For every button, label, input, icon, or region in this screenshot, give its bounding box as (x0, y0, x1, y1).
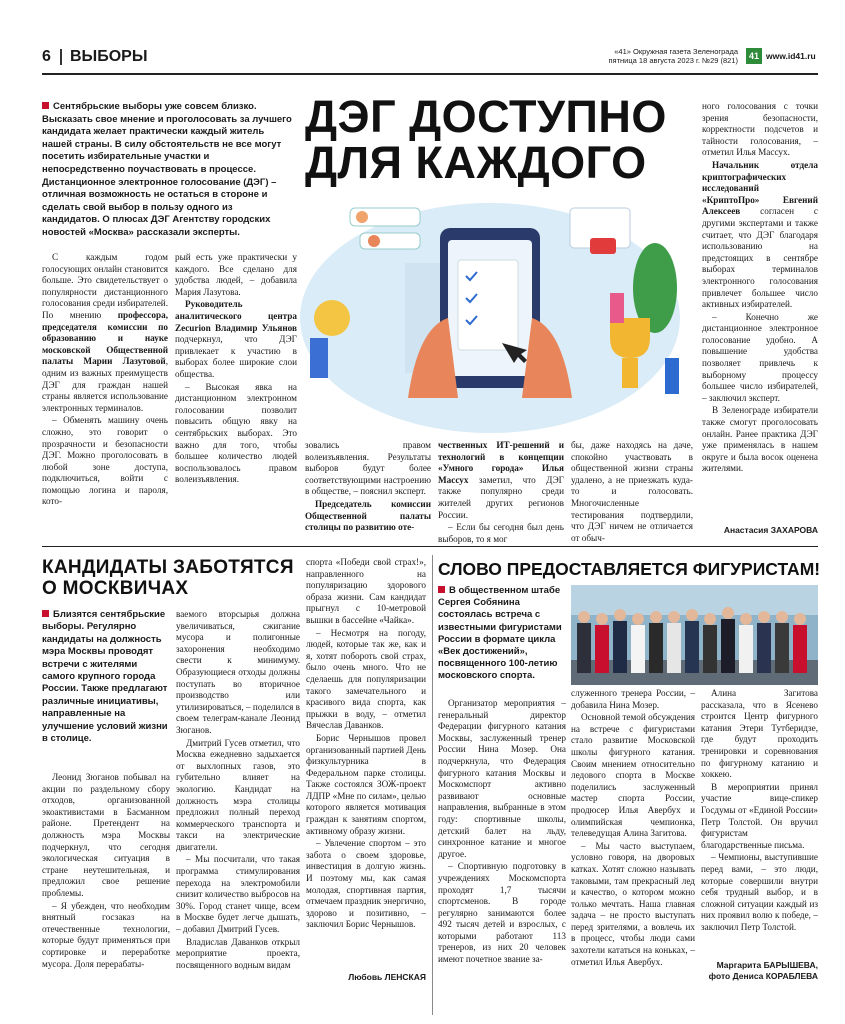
trophy-stem (622, 358, 638, 388)
article1-col3 (305, 440, 431, 538)
paragraph: Основной темой обсуждения на встрече с фигуристами стало развитие Московской школы фигурного катания. Своим мнением относительно ледового спорта в Москве поделились заслуженный мастер спорта России, продюсер Илья Авербух и олимпийская чемпионка, телеведущая Алина Загитова. (571, 712, 695, 839)
figure-skaters-photo (571, 585, 818, 685)
article1-col6 (702, 101, 818, 523)
site-url[interactable]: www.id41.ru (766, 51, 816, 61)
article3-col1 (438, 698, 566, 1012)
section-title: ВЫБОРЫ (70, 48, 148, 65)
paragraph: – Спортивную подготовку в учреждениях Москомспорта проходят 1,7 тысячи спортсменов. В городе регулярно занимаются более 492 тысяч детей и взрослых, с которыми работают 113 тренеров, из них 20 человек имеют почетное звание за- (438, 861, 566, 965)
paragraph: – Мы часто выступаем, условно говоря, на дворовых катках. Хотят сложно называть таковыми, там прекрасный лед и качество, о котором можно только мечтать. Наша главная задача – не просто выступать перед зрителями, а вовлечь их в процесс, чтобы люди сами захотели кататься на коньках, – отметил Илья Авербух. (571, 840, 695, 967)
article1-col2 (175, 252, 297, 538)
paragraph: С каждым годом голосующих онлайн становится больше. Это свидетельствует о популярности дистанционного голосования среди избирателей. По мнению профессора, председателя комиссии по образованию и науке московской Общественной палаты Марии Лазутовой, одним из важных преимуществ ДЭГ для граждан нашей страны является использование электронных терминалов. (42, 252, 168, 413)
article2-col3 (306, 557, 426, 967)
paragraph: Дмитрий Гусев отметил, что Москва ежедневно задыхается от выхлопных газов, это губительно влияет на экологию. Кандидат на должность мэра столицы предложил полный переход коммерческого транспорта и такси на электрические двигатели. (176, 737, 300, 852)
article2-col1 (42, 772, 170, 1012)
article2-title (42, 557, 294, 599)
paragraph: – Чемпионы, выступившие перед вами, – это люди, которые совершили внутри себя трудный выбор, и в сложной ситуации каждый из них проявил волю к победе, – заключил Петр Толстой. (701, 852, 818, 932)
paragraph: – Если бы сегодня был день выборов, то я мог (438, 522, 564, 544)
paragraph: ного голосования с точки зрения безопасности, корректности подсчетов и тайности голосования, – отметил Илья Массух. (702, 101, 818, 158)
paragraph: чественных ИТ-решений и технологий в концепции «Умного города» Илья Массух заметил, что ДЭГ также популярно среди жителей других регионов России. (438, 440, 564, 520)
article1-author: Анастасия ЗАХАРОВА (723, 525, 818, 535)
photo-credit: фото Дениса КОРАБЛЕВА (708, 971, 818, 981)
avatar-icon-2 (368, 235, 380, 247)
paragraph: ваемого вторсырья должна увеличиваться, сжигание мусора и полигонные захоронения необходимо свести к минимуму. Образующиеся отходы должны поступать во вторичное производство или утилизироваться, – поделился в своем телеграм-канале Леонид Зюганов. (176, 609, 300, 735)
header-rule (42, 73, 818, 75)
paragraph: – Высокая явка на дистанционном электронном голосовании позволит повысить общую явку на сентябрьских выборах. Это важно для того, чтобы большее количество людей воспользовалось правом волеизъявления. (175, 381, 297, 485)
paragraph: рый есть уже практически у каждого. Все сделано для удобства людей, – добавила Мария Лазутова. (175, 252, 297, 297)
person-running (665, 358, 679, 394)
ballot (458, 260, 518, 350)
paragraph: Председатель комиссии Общественной палаты столицы по развитию оте- (305, 498, 431, 533)
lead-marker (42, 102, 49, 109)
bulb-icon (314, 300, 350, 336)
article2-lead (42, 609, 170, 769)
article3-lead (438, 585, 566, 695)
title-line2: ДЛЯ КАЖДОГО (305, 137, 647, 188)
paper-name: «41» Окружная газета Зеленограда (614, 47, 738, 56)
article1-col1 (42, 252, 168, 538)
article1-lead (42, 101, 292, 241)
person-figure (310, 338, 328, 378)
column-divider (432, 555, 433, 1015)
paragraph: Алина Загитова рассказала, что в Ясенево строится Центр фигурного катания Этери Тутберидзе, где будут проходить тренировки и соревнования по фигурному катанию и хоккею. (701, 688, 818, 780)
voting-illustration (290, 168, 682, 440)
author-name: Маргарита БАРЫШЕВА, (716, 960, 818, 970)
avatar-icon (356, 211, 368, 223)
paragraph: Начальник отдела криптографических исследований «КриптоПро» Евгений Алексеев согласен с другими экспертами и также считает, что ДЭГ благодаря использованию на предстоящих в сентябре выборах терминалов электронного голосования привлечет большее число активных избирателей. (702, 159, 818, 310)
paragraph: Руководитель аналитического центра Zecurion Владимир Ульянов подчеркнул, что ДЭГ привлекает к участию в выборах более широкие слои общества. (175, 299, 297, 379)
page-number: 6 (42, 48, 51, 65)
trophy-icon (610, 318, 650, 358)
paragraph: – Конечно же дистанционное электронное голосование удобно. А повышение удобства позволяет привлечь к выборному процессу большее число избирателей, – заключил эксперт. (702, 311, 818, 403)
title-line1: ДЭГ ДОСТУПНО (305, 91, 667, 142)
header-divider (60, 49, 62, 65)
paragraph: – Увлечение спортом – это забота о своем здоровье, инвестиция в долгую жизнь. И поэтому мы, как самая молодая, спортивная партия, отмечаем праздник энергично, здорово и позитивно, – заключил Борис Чернышов. (306, 838, 427, 930)
paragraph: Владислав Даванков открыл мероприятие проекта, посвященного водным видам (176, 936, 300, 970)
lead-text: Близятся сентябрьские выборы. Регулярно кандидаты на должность мэра Москвы проводят встречи с жителями самого крупного города России. Также предлагают различные инициативы, направленные на улучшение условий жизни в столице. (42, 609, 168, 745)
paper-info (560, 47, 738, 65)
paragraph: В Зеленограде избиратели также смогут проголосовать онлайн. Ранее практика ДЭГ уже применялась в нашем округе и была восок оценена жителями. (702, 405, 818, 474)
paragraph: Борис Чернышов провел организованный партией День физкультурника в Федеральном парке столицы. Также состоялся ЗОЖ-проект ЛДПР «Мне по силам», целью которого является мотивация граждан к занятиям спортом, активному образу жизни. (306, 732, 426, 836)
issue-date: пятница 18 августа 2023 г. №29 (821) (608, 56, 738, 65)
article1-col5 (571, 440, 693, 543)
paragraph: зовались правом волеизъявления. Результаты выборов будут более соответствующими настроению в обществе, – пояснил эксперт. (305, 440, 431, 497)
paragraph: Леонид Зюганов побывал на акции по раздельному сбору отходов, организованной экоактивистами в Басманном районе. Претендент на должность мэра Москвы подчеркнул, что сегодня экологическая ситуация в стране неутешительная, и предложил свое решение проблемы. (42, 772, 170, 898)
title-line2: О МОСКВИЧАХ (42, 578, 189, 599)
paragraph: В мероприятии принял участие вице-спикер Госдумы от «Единой России» Петр Толстой. Он вручил фигуристам благодарственные письма. (701, 781, 818, 850)
person-trophy (610, 293, 624, 323)
paragraph: – Обменять машину очень сложно, это говорит о прозрачности и безопасности ДЭГ. Можно проголосовать в любой зоне доступа, подключиться, войти с помощью логина и пароля, кото- (42, 415, 168, 507)
article2-col2 (176, 609, 300, 1012)
paragraph: – Мы посчитали, что такая программа стимулирования перехода на электромобили снизит количество выбросов на 30%. Город станет чище, всем в Москве будет легче дышать, – добавил Дмитрий Гусев. (176, 854, 300, 935)
article2-author: Любовь ЛЕНСКАЯ (348, 972, 426, 982)
title-line1: КАНДИДАТЫ ЗАБОТЯТСЯ (42, 557, 294, 578)
logo: 41 (746, 48, 762, 64)
paragraph: – Я убежден, что необходим внятный госзаказ на отечественные технологии, которые будут применяться при сортировке и переработке мусора. Доля перерабаты- (42, 900, 170, 969)
article-rule (42, 546, 818, 547)
lead-marker (42, 610, 49, 617)
paragraph: бы, даже находясь на даче, спокойно участвовать в общественной жизни страны удалено, а не приезжать куда-то и голосовать. Многочисленные тестирования подтвердили, что ДЭГ ничем не отличается от обыч- (571, 440, 693, 543)
paragraph: – Несмотря на погоду, людей, которые так же, как и я, хотят побороть свой страх, было очень много. Что не сделаешь для популяризации такого замечательного и красивого вида спорта, как прыжки в воду, – отметил Вячеслав Даванков. (306, 627, 426, 731)
article3-author (660, 960, 818, 982)
message-icon (590, 238, 616, 254)
article1-col4 (438, 440, 564, 544)
lead-text: Сентябрьские выборы уже совсем близко. Высказать свое мнение и проголосовать за лучшего кандидата желает практически каждый житель нашей страны. В силу обстоятельств не все могут посетить избирательные участки и непосредственно поучаствовать в процессе. Дистанционное электронное голосование (ДЭГ) – отличная возможность не остаться в стороне и сделать свой выбор в пользу одного из кандидатов. О плюсах ДЭГ Агентству городских новостей «Москва» рассказали эксперты. (42, 101, 292, 238)
article3-title: СЛОВО ПРЕДОСТАВЛЯЕТСЯ ФИГУРИСТАМ! (438, 559, 821, 579)
article3-col3 (701, 688, 818, 958)
paragraph: служенного тренера России, – добавила Нина Мозер. (571, 688, 695, 710)
paragraph: спорта «Победи свой страх!», направленного на популяризацию здорового образа жизни. Сам кандидат прыгнул с 10-метровой вышки в бассейне «Чайка». (306, 557, 426, 625)
paragraph: Организатор мероприятия – генеральный директор Федерации фигурного катания Москвы, заслуженный тренер России Нина Мозер. Она подчеркнула, что Федерация фигурного катания Москвы и Москомспорт активно развивают основные направления, выбранные в этом году: спортивные школы, детский балет на льду, синхронное катание и многое другое. (438, 698, 566, 859)
lead-text: В общественном штабе Сергея Собянина состоялась встреча с известными фигуристами России в формате цикла «Век достижений», посвященного 100-летию московского спорта. (438, 585, 562, 682)
lead-marker (438, 586, 445, 593)
